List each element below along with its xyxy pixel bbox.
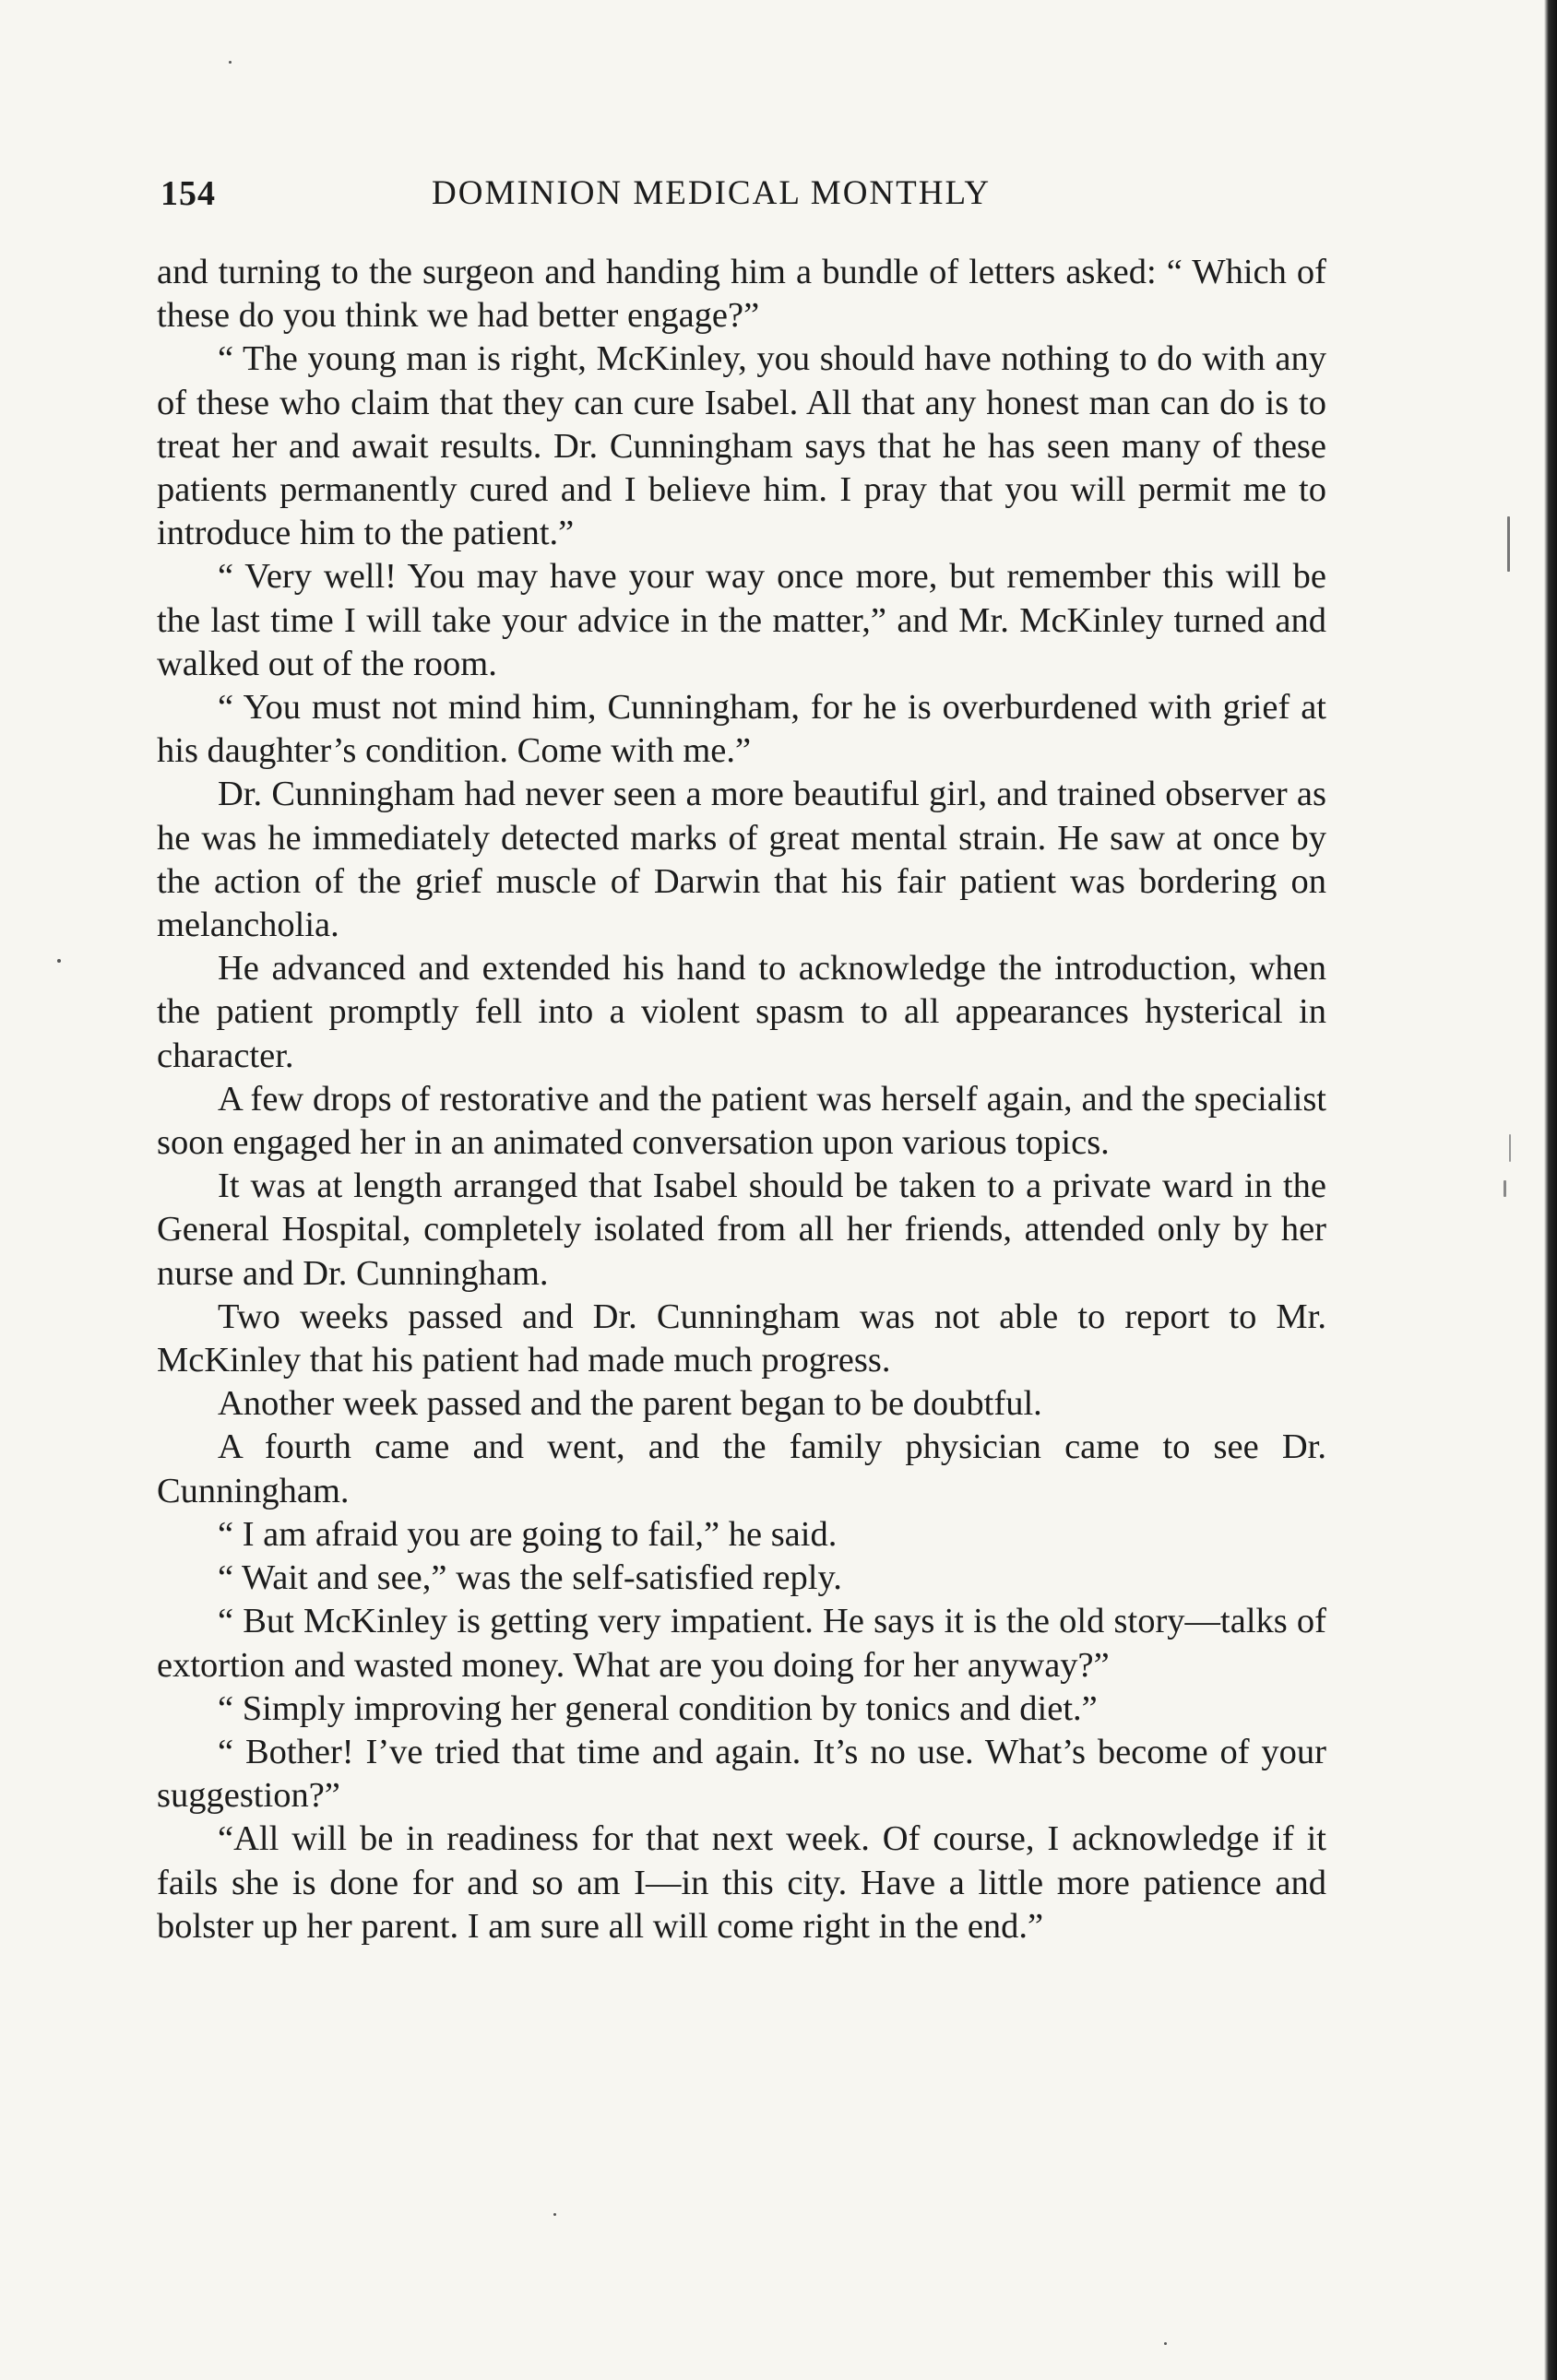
page-edge-shadow	[1544, 0, 1557, 2380]
paragraph: “ Wait and see,” was the self-satisfied reply.	[218, 1558, 842, 1598]
paragraph: “ The young man is right, McKinley, you should have nothing to do with any of these who claim that they can cure Isabel. All that any honest man can do is to treat her and await results. Dr. Cunningham says that he has seen many of these patients permanently cured and I believe him. I pray that you will permit me to introduce him to the patient.”	[157, 339, 1326, 553]
paragraph: Two weeks passed and Dr. Cunningham was not able to report to Mr. McKinley that his patient had made much progress.	[157, 1297, 1326, 1380]
running-header	[155, 173, 1326, 219]
paragraph: “All will be in readiness for that next week. Of course, I acknowledge if it fails she is done for and so am I—in this city. Have a little more patience and bolster up her parent. I am sure all will come right in the end.”	[157, 1819, 1326, 1946]
page-number: 154	[160, 174, 216, 213]
paragraph: “ Simply improving her general condition by tonics and diet.”	[218, 1688, 1098, 1728]
paragraph: “ Very well! You may have your way once more, but remember this will be the last time I will take your advice in the matter,” and Mr. McKinley turned and walked out of the room.	[157, 557, 1326, 683]
paragraph: Another week passed and the parent began to be doubtful.	[218, 1384, 1042, 1424]
journal-title: DOMINION MEDICAL MONTHLY	[432, 174, 992, 212]
article-body	[157, 251, 1326, 1948]
paragraph: It was at length arranged that Isabel should be taken to a private ward in the General Hospital, completely isolated from all her friends, attended only by her nurse and Dr. Cunningham.	[157, 1166, 1326, 1293]
paragraph: “ But McKinley is getting very impatient. He says it is the old story—talks of extortion and wasted money. What are you doing for her anyway?”	[157, 1602, 1326, 1685]
paragraph: Dr. Cunningham had never seen a more beautiful girl, and trained observer as he was he immediately detected marks of great mental strain. He saw at once by the action of the grief muscle of Darwin that his fair patient was bordering on melancholia.	[157, 775, 1326, 945]
paragraph: A fourth came and went, and the family physician came to see Dr. Cunningham.	[157, 1427, 1326, 1510]
paragraph: “ Bother! I’ve tried that time and again. It’s no use. What’s become of your suggestion?”	[157, 1732, 1326, 1816]
paragraph: A few drops of restorative and the patient was herself again, and the specialist soon engaged her in an animated conversation upon various topics.	[157, 1079, 1326, 1163]
paragraph: He advanced and extended his hand to acknowledge the introduction, when the patient promptly fell into a violent spasm to all appearances hysterical in character.	[157, 949, 1326, 1075]
paragraph: “ You must not mind him, Cunningham, for he is overburdened with grief at his daughter’s condition. Come with me.”	[157, 688, 1326, 771]
paragraph: “ I am afraid you are going to fail,” he said.	[218, 1514, 838, 1554]
paragraph: and turning to the surgeon and handing him a bundle of letters asked: “ Which of these do you think we had better engage?”	[157, 253, 1326, 336]
